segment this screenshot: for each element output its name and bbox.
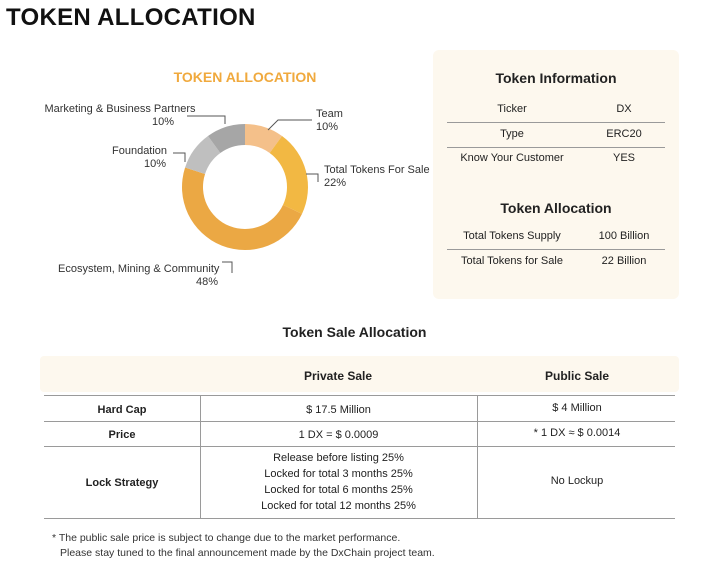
leader-foundation [173,153,185,162]
token-info-row-ticker [447,103,665,127]
info-key: Ticker [497,103,527,115]
table-divider [44,518,675,519]
info-key: Type [500,128,524,140]
lock-line: Release before listing 25% [273,452,404,464]
table-divider [44,446,675,447]
lock-line: Locked for total 6 months 25% [264,484,413,496]
slice-label-ecosystem: Ecosystem, Mining & Community 48% [58,263,220,288]
footnote [52,531,435,561]
hard-cap-public: $ 4 Million [552,402,602,414]
info-key: Know Your Customer [460,152,564,164]
info-value: ERC20 [606,128,642,140]
info-value: 22 Billion [601,255,647,267]
divider [447,249,665,250]
lock-strategy-private [200,450,477,514]
info-value: DX [616,103,632,115]
col-header-public: Public Sale [544,369,610,383]
info-value: 100 Billion [598,230,650,242]
slice-label-total-for-sale: Total Tokens For Sale 22% [324,164,430,189]
donut-slice-total-tokens-for-sale [270,136,308,214]
token-info-row-kyc [447,152,665,176]
info-key: Total Tokens Supply [463,230,561,242]
leader-total-for-sale [306,174,318,182]
footnote-line-1: * The public sale price is subject to change due to the market performance. [52,532,401,544]
col-header-private: Private Sale [303,369,373,383]
token-info-heading: Token Information [495,70,617,86]
sale-table-title: Token Sale Allocation [282,324,427,340]
token-alloc-row-supply [447,230,665,254]
leader-team [268,120,312,130]
table-divider [44,421,675,422]
token-info-panel [433,50,679,299]
sale-table-header [40,356,679,392]
slice-label-foundation: Foundation 10% [112,145,168,170]
lock-strategy-public: No Lockup [550,475,604,487]
donut-slice-ecosystem-mining-community [182,168,302,250]
info-key: Total Tokens for Sale [461,255,563,267]
leader-ecosystem [222,262,232,273]
slice-label-team: Team 10% [316,108,343,133]
chart-title: TOKEN ALLOCATION [173,69,317,85]
lock-line: Locked for total 3 months 25% [264,468,413,480]
price-public: * 1 DX ≈ $ 0.0014 [533,427,621,439]
divider [447,122,665,123]
price-private: 1 DX = $ 0.0009 [298,429,379,441]
table-divider [44,395,675,396]
row-label-price: Price [108,429,136,441]
slice-label-marketing: Marketing & Business Partners 10% [44,103,196,128]
token-info-row-type [447,128,665,152]
info-value: YES [612,152,635,164]
lock-line: Locked for total 12 months 25% [261,500,416,512]
row-label-hard-cap: Hard Cap [97,404,147,416]
page-title: TOKEN ALLOCATION [6,4,256,31]
divider [447,147,665,148]
token-alloc-row-for-sale [447,255,665,279]
footnote-line-2: Please stay tuned to the final announcement made by the DxChain project team. [60,547,435,559]
row-label-lock-strategy: Lock Strategy [85,477,159,489]
hard-cap-private: $ 17.5 Million [306,404,371,416]
token-allocation-heading: Token Allocation [500,200,612,216]
